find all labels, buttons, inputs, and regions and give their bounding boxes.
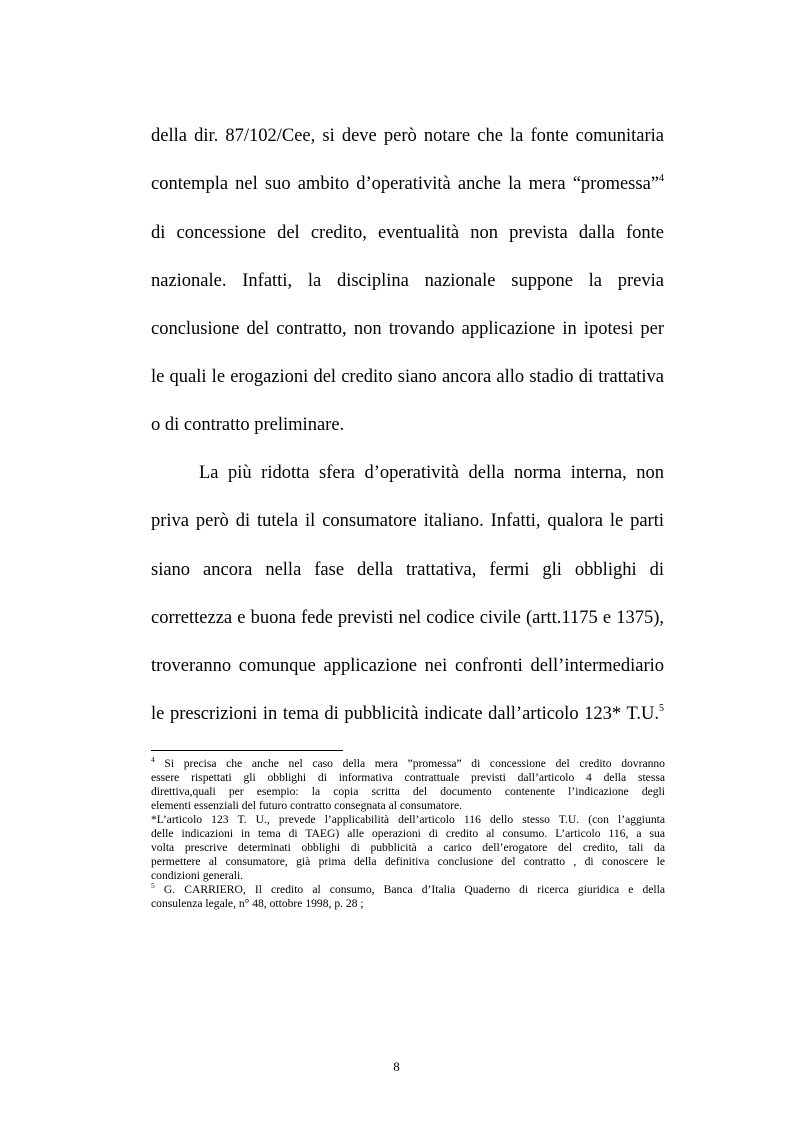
body-line: conclusione del contratto, non trovando applicazione in ipotesi per [151, 319, 664, 339]
body-line: nazionale. Infatti, la disciplina nazionale suppone la previa [151, 271, 664, 291]
body-line: siano ancora nella fase della trattativa, fermi gli obblighi di [151, 560, 664, 580]
body-line [151, 173, 664, 195]
body-line: priva però di tutela il consumatore italiano. Infatti, qualora le parti [151, 511, 664, 531]
footnote-star-line: permettere al consumatore, già prima della definitiva conclusione del contratto , di conoscere le [151, 855, 665, 868]
footnote-star-line: delle indicazioni in tema di TAEG) alle operazioni di credito al consumo. L’articolo 116, a sua [151, 827, 665, 840]
footnote-4-line: elementi essenziali del futuro contratto consegnata al consumatore. [151, 799, 462, 812]
footnote-5-line: consulenza legale, n° 48, ottobre 1998, p. 28 ; [151, 897, 364, 910]
footnote-5-line [151, 883, 665, 897]
footnote-star-line: *L’articolo 123 T. U., prevede l’applicabilità dell’articolo 116 dello stesso T.U. (con l’aggiunta [151, 813, 665, 826]
page-number: 8 [393, 1059, 400, 1074]
body-line: troveranno comunque applicazione nei confronti dell’intermediario [151, 656, 664, 676]
body-line: le quali le erogazioni del credito siano ancora allo stadio di trattativa [151, 367, 664, 387]
footnote-separator [151, 750, 343, 751]
body-line: correttezza e buona fede previsti nel codice civile (artt.1175 e 1375), [151, 608, 664, 628]
body-line-text: le prescrizioni in tema di pubblicità indicate dall’articolo 123* T.U. [151, 704, 659, 724]
body-line-text: contempla nel suo ambito d’operatività anche la mera “promessa” [151, 174, 659, 194]
body-line: La più ridotta sfera d’operatività della norma interna, non [199, 463, 664, 483]
body-line: di concessione del credito, eventualità non prevista dalla fonte [151, 223, 664, 243]
footnote-4-line: direttiva,quali per esempio: la copia scritta del documento contenente l’indicazione degli [151, 785, 665, 798]
body-line: della dir. 87/102/Cee, si deve però notare che la fonte comunitaria [151, 126, 664, 146]
body-line [151, 703, 664, 725]
footnote-ref-5[interactable]: 5 [659, 703, 664, 714]
footnote-5-mark: 5 [151, 881, 155, 890]
body-line: o di contratto preliminare. [151, 415, 345, 435]
footnote-4-line [151, 757, 665, 771]
footnote-ref-4[interactable]: 4 [659, 173, 664, 184]
footnote-line-text: G. CARRIERO, Il credito al consumo, Banca d’Italia Quaderno di ricerca giuridica e della [163, 883, 665, 896]
footnote-4-mark: 4 [151, 755, 155, 764]
footnote-star-line: volta prescrive determinati obblighi di pubblicità a carico dell’erogatore del credito, tali da [151, 841, 665, 854]
footnote-4-line: essere rispettati gli obblighi di informativa contrattuale previsti dall’articolo 4 della stessa [151, 771, 665, 784]
footnote-line-text: Si precisa che anche nel caso della mera ”promessa” di concessione del credito dovranno [164, 757, 665, 770]
footnote-star-line: condizioni generali. [151, 869, 244, 882]
